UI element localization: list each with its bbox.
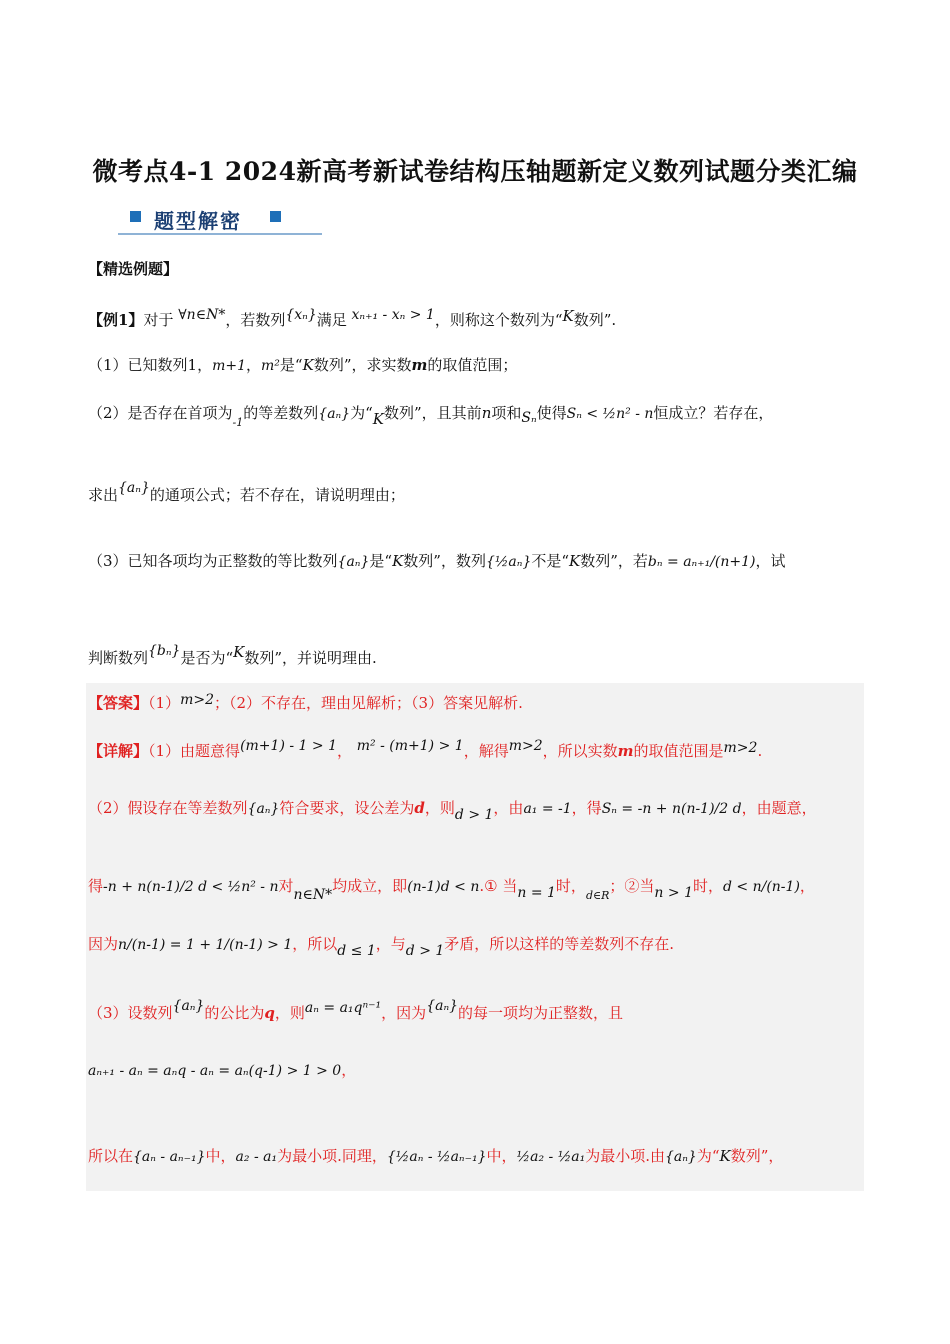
square-icon — [270, 211, 281, 222]
page-title: 微考点4-1 2024新高考新试卷结构压轴题新定义数列试题分类汇编 — [92, 157, 858, 186]
detail-line-2: （2）假设存在等差数列{aₙ}符合要求，设公差为d，则d > 1，由a₁ = -1，得Sₙ = -n + n(n-1)/2 d，由题意， — [88, 799, 817, 823]
detail-line-1: 【详解】（1）由题意得(m+1) - 1 > 1， m² - (m+1) > 1，解得m>2，所以实数m的取值范围是m>2. — [88, 738, 763, 760]
banner-label: 题型解密 — [154, 209, 242, 233]
section-banner — [118, 203, 322, 235]
math-xn: {xₙ} — [285, 307, 317, 323]
answer-tag: 【答案】 — [88, 694, 149, 712]
math-cond: xₙ₊₁ - xₙ > 1 — [351, 307, 435, 323]
question-3-line-1: （3）已知各项均为正整数的等比数列{aₙ}是“K数列”，数列{½aₙ}不是“K数列”，若bₙ = aₙ₊₁/(n+1)，试 — [88, 552, 786, 570]
example-tag: 【例1】 — [88, 311, 144, 329]
detail-line-5: （3）设数列{aₙ}的公比为q，则aₙ = a₁qⁿ⁻¹，因为{aₙ}的每一项均为正整数，且 — [88, 998, 624, 1022]
question-2-line-1: （2）是否存在首项为$_{-1}$的等差数列{aₙ}为“K数列”，且其前n项和Sₙ使得Sₙ < ½n² - n恒成立？若存在， — [88, 404, 774, 429]
question-3-line-2: 判断数列{bₙ}是否为“K数列”，并说明理由. — [88, 643, 377, 667]
detail-line-6: aₙ₊₁ - aₙ = aₙq - aₙ = aₙ(q-1) > 1 > 0， — [88, 1061, 357, 1079]
detail-line-3: 得-n + n(n-1)/2 d < ½n² - n对n∈N*均成立，即(n-1)d < n.① 当n = 1时，$_{d\in R}$；②当n > 1时，d < n/(n-1)， — [88, 877, 815, 903]
question-2-line-2: 求出{aₙ}的通项公式；若不存在，请说明理由； — [88, 480, 405, 504]
banner-underline — [118, 233, 322, 235]
math-forall: ∀n∈N* — [178, 307, 226, 323]
section-label: 【精选例题】 — [88, 260, 179, 278]
detail-tag: 【详解】 — [88, 742, 149, 760]
example-line-1: 【例1】对于 ∀n∈N*，若数列{xₙ}满足 xₙ₊₁ - xₙ > 1，则称这个数列为“K数列”. — [88, 307, 617, 329]
detail-line-4: 因为n/(n-1) = 1 + 1/(n-1) > 1，所以d ≤ 1，与d > 1矛盾，所以这样的等差数列不存在. — [88, 935, 675, 959]
detail-line-7: 所以在{aₙ - aₙ₋₁}中，a₂ - a₁为最小项.同理，{½aₙ - ½aₙ₋₁}中，½a₂ - ½a₁为最小项.由{aₙ}为“K数列”， — [88, 1147, 784, 1165]
question-1: （1）已知数列1，m+1，m²是“K数列”，求实数m的取值范围； — [88, 356, 518, 374]
square-icon — [130, 211, 141, 222]
answer-line: 【答案】（1）m>2；（2）不存在，理由见解析；（3）答案见解析. — [88, 692, 523, 712]
